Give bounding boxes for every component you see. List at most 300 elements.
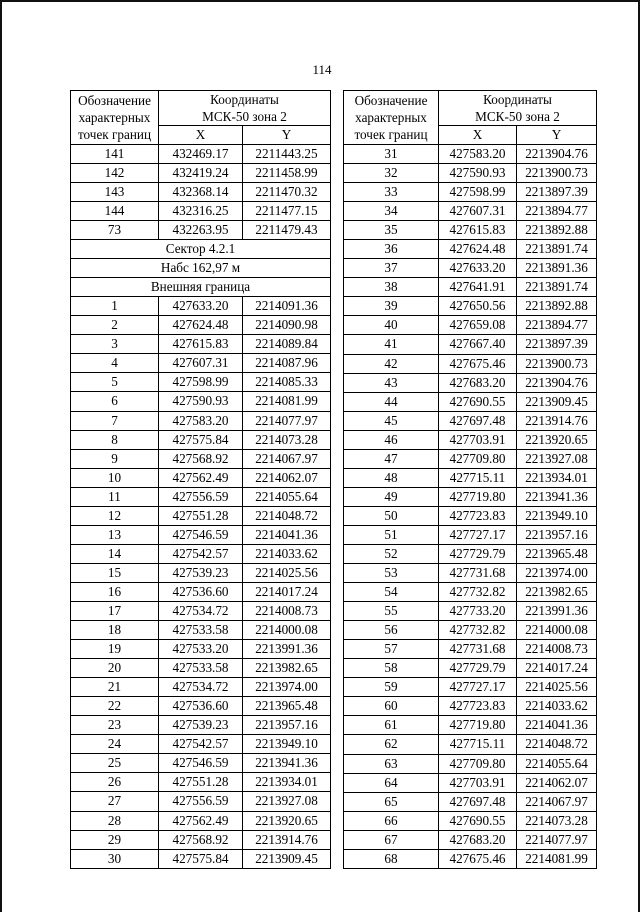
x-coordinate-cell: 427729.79 [439,659,517,678]
y-coordinate-cell: 2214089.84 [243,335,331,354]
y-coordinate-cell: 2214025.56 [517,678,597,697]
y-coordinate-cell: 2213941.36 [243,754,331,773]
x-header: X [439,126,517,145]
y-coordinate-cell: 2214000.08 [243,621,331,640]
point-id-cell: 1 [71,297,159,316]
point-id-cell: 44 [344,392,439,411]
table-row [71,754,331,773]
y-coordinate-cell: 2214033.62 [517,697,597,716]
boundary-title: Внешняя граница [71,278,331,297]
table-row [344,487,597,506]
y-coordinate-cell: 2213914.76 [243,830,331,849]
point-id-cell: 23 [71,716,159,735]
y-coordinate-cell: 2214041.36 [243,525,331,544]
x-coordinate-cell: 432316.25 [159,202,243,221]
point-id-cell: 59 [344,678,439,697]
y-coordinate-cell: 2213909.45 [243,849,331,868]
table-row [344,316,597,335]
y-coordinate-cell: 2214087.96 [243,354,331,373]
x-coordinate-cell: 427542.57 [159,735,243,754]
y-coordinate-cell: 2213949.10 [243,735,331,754]
point-id-cell: 50 [344,506,439,525]
table-row [71,544,331,563]
y-coordinate-cell: 2214008.73 [243,601,331,620]
table-row [71,411,331,430]
y-header: Y [243,126,331,145]
x-coordinate-cell: 427709.80 [439,754,517,773]
x-coordinate-cell: 427731.68 [439,564,517,583]
table-row [71,468,331,487]
sector-title: Сектор 4.2.1 [71,240,331,259]
designation-header: Обозначение характерных точек границ [344,91,439,145]
x-coordinate-cell: 427703.91 [439,773,517,792]
table-row [71,145,331,164]
table-row [344,430,597,449]
table-row [71,373,331,392]
x-coordinate-cell: 427703.91 [439,430,517,449]
table-row [344,449,597,468]
point-id-cell: 29 [71,830,159,849]
point-id-cell: 24 [71,735,159,754]
y-coordinate-cell: 2213982.65 [517,583,597,602]
y-coordinate-cell: 2213891.36 [517,259,597,278]
table-row [344,640,597,659]
x-coordinate-cell: 427729.79 [439,544,517,563]
coordinates-header: Координаты МСК-50 зона 2 [159,91,331,126]
point-id-cell: 41 [344,335,439,354]
point-id-cell: 37 [344,259,439,278]
y-coordinate-cell: 2211477.15 [243,202,331,221]
y-coordinate-cell: 2213974.00 [517,564,597,583]
y-coordinate-cell: 2213965.48 [517,544,597,563]
point-id-cell: 34 [344,202,439,221]
point-id-cell: 43 [344,373,439,392]
table-row [71,697,331,716]
table-row [344,659,597,678]
x-coordinate-cell: 427562.49 [159,468,243,487]
x-coordinate-cell: 427590.93 [159,392,243,411]
table-row [344,525,597,544]
table-row [71,392,331,411]
point-id-cell: 56 [344,621,439,640]
table-row [344,411,597,430]
x-coordinate-cell: 427556.59 [159,487,243,506]
x-coordinate-cell: 427568.92 [159,449,243,468]
table-row [344,754,597,773]
point-id-cell: 51 [344,525,439,544]
point-id-cell: 22 [71,697,159,716]
y-coordinate-cell: 2213892.88 [517,297,597,316]
table-row [71,506,331,525]
point-id-cell: 25 [71,754,159,773]
point-id-cell: 45 [344,411,439,430]
table-row [344,811,597,830]
x-coordinate-cell: 427727.17 [439,525,517,544]
point-id-cell: 15 [71,563,159,582]
point-id-cell: 57 [344,640,439,659]
x-coordinate-cell: 427719.80 [439,487,517,506]
x-coordinate-cell: 427539.23 [159,563,243,582]
x-coordinate-cell: 427534.72 [159,601,243,620]
table-row [71,811,331,830]
y-coordinate-cell: 2213927.08 [517,449,597,468]
x-coordinate-cell: 427650.56 [439,297,517,316]
y-coordinate-cell: 2213927.08 [243,792,331,811]
table-row [71,164,331,183]
x-coordinate-cell: 427534.72 [159,678,243,697]
table-row [71,849,331,868]
table-row [344,392,597,411]
table-row [344,259,597,278]
table-row [344,697,597,716]
point-id-cell: 65 [344,792,439,811]
point-id-cell: 26 [71,773,159,792]
y-coordinate-cell: 2213934.01 [243,773,331,792]
y-coordinate-cell: 2213892.88 [517,221,597,240]
point-id-cell: 21 [71,678,159,697]
header-row [344,91,597,126]
x-coordinate-cell: 432263.95 [159,221,243,240]
point-id-cell: 2 [71,316,159,335]
table-row [344,830,597,849]
y-coordinate-cell: 2214090.98 [243,316,331,335]
table-row [71,582,331,601]
x-coordinate-cell: 427683.20 [439,373,517,392]
y-coordinate-cell: 2213941.36 [517,487,597,506]
y-coordinate-cell: 2214055.64 [243,487,331,506]
point-id-cell: 18 [71,621,159,640]
left-coordinates-table [70,90,331,869]
designation-header: Обозначение характерных точек границ [71,91,159,145]
table-row [71,354,331,373]
x-coordinate-cell: 427607.31 [159,354,243,373]
x-coordinate-cell: 427556.59 [159,792,243,811]
y-coordinate-cell: 2213904.76 [517,145,597,164]
y-coordinate-cell: 2214077.97 [517,830,597,849]
point-id-cell: 31 [344,145,439,164]
x-coordinate-cell: 427690.55 [439,811,517,830]
point-id-cell: 30 [71,849,159,868]
y-coordinate-cell: 2214081.99 [517,849,597,868]
y-coordinate-cell: 2213920.65 [517,430,597,449]
x-coordinate-cell: 432368.14 [159,183,243,202]
table-row [344,240,597,259]
point-id-cell: 60 [344,697,439,716]
y-coordinate-cell: 2211470.32 [243,183,331,202]
y-coordinate-cell: 2214017.24 [517,659,597,678]
table-row [71,335,331,354]
table-row [344,468,597,487]
point-id-cell: 64 [344,773,439,792]
x-coordinate-cell: 427551.28 [159,773,243,792]
section-row [71,278,331,297]
header-row [71,91,331,126]
table-row [344,202,597,221]
x-coordinate-cell: 427546.59 [159,525,243,544]
table-row [71,735,331,754]
y-coordinate-cell: 2213957.16 [243,716,331,735]
point-id-cell: 68 [344,849,439,868]
y-coordinate-cell: 2214067.97 [243,449,331,468]
table-row [344,506,597,525]
point-id-cell: 49 [344,487,439,506]
x-coordinate-cell: 427723.83 [439,697,517,716]
coordinates-header: Координаты МСК-50 зона 2 [439,91,597,126]
y-coordinate-cell: 2214062.07 [517,773,597,792]
y-coordinate-cell: 2213891.74 [517,240,597,259]
point-id-cell: 17 [71,601,159,620]
y-coordinate-cell: 2213920.65 [243,811,331,830]
table-row [344,602,597,621]
table-row [344,297,597,316]
table-row [344,544,597,563]
point-id-cell: 10 [71,468,159,487]
x-coordinate-cell: 427709.80 [439,449,517,468]
right-coordinates-table [343,90,597,869]
point-id-cell: 48 [344,468,439,487]
table-row [71,621,331,640]
y-coordinate-cell: 2214091.36 [243,297,331,316]
y-coordinate-cell: 2213974.00 [243,678,331,697]
x-coordinate-cell: 427633.20 [159,297,243,316]
point-id-cell: 55 [344,602,439,621]
x-coordinate-cell: 427590.93 [439,164,517,183]
table-row [71,830,331,849]
y-header: Y [517,126,597,145]
x-coordinate-cell: 427683.20 [439,830,517,849]
point-id-cell: 47 [344,449,439,468]
x-coordinate-cell: 427675.46 [439,354,517,373]
y-coordinate-cell: 2213891.74 [517,278,597,297]
x-coordinate-cell: 427675.46 [439,849,517,868]
y-coordinate-cell: 2214081.99 [243,392,331,411]
x-coordinate-cell: 427715.11 [439,735,517,754]
point-id-cell: 13 [71,525,159,544]
table-row [71,659,331,678]
point-id-cell: 19 [71,640,159,659]
x-coordinate-cell: 427542.57 [159,544,243,563]
table-row [344,164,597,183]
y-coordinate-cell: 2214017.24 [243,582,331,601]
y-coordinate-cell: 2213991.36 [243,640,331,659]
y-coordinate-cell: 2214000.08 [517,621,597,640]
table-row [344,354,597,373]
x-coordinate-cell: 427539.23 [159,716,243,735]
point-id-cell: 39 [344,297,439,316]
y-coordinate-cell: 2213897.39 [517,335,597,354]
table-row [71,525,331,544]
x-coordinate-cell: 427536.60 [159,582,243,601]
table-row [71,792,331,811]
table-row [71,487,331,506]
point-id-cell: 143 [71,183,159,202]
table-row [71,563,331,582]
table-row [344,735,597,754]
x-coordinate-cell: 427731.68 [439,640,517,659]
y-coordinate-cell: 2214041.36 [517,716,597,735]
y-coordinate-cell: 2214062.07 [243,468,331,487]
table-row [344,621,597,640]
y-coordinate-cell: 2214008.73 [517,640,597,659]
x-coordinate-cell: 427568.92 [159,830,243,849]
x-coordinate-cell: 427533.58 [159,621,243,640]
x-coordinate-cell: 427727.17 [439,678,517,697]
x-coordinate-cell: 427633.20 [439,259,517,278]
y-coordinate-cell: 2214077.97 [243,411,331,430]
table-row [344,221,597,240]
point-id-cell: 36 [344,240,439,259]
point-id-cell: 6 [71,392,159,411]
y-coordinate-cell: 2214048.72 [517,735,597,754]
y-coordinate-cell: 2213904.76 [517,373,597,392]
x-coordinate-cell: 427615.83 [439,221,517,240]
point-id-cell: 3 [71,335,159,354]
x-coordinate-cell: 427533.58 [159,659,243,678]
y-coordinate-cell: 2214048.72 [243,506,331,525]
point-id-cell: 32 [344,164,439,183]
x-coordinate-cell: 432469.17 [159,145,243,164]
section-row [71,240,331,259]
x-coordinate-cell: 427732.82 [439,583,517,602]
y-coordinate-cell: 2213894.77 [517,316,597,335]
table-row [71,202,331,221]
y-coordinate-cell: 2213965.48 [243,697,331,716]
x-coordinate-cell: 427598.99 [159,373,243,392]
table-row [71,640,331,659]
point-id-cell: 63 [344,754,439,773]
table-row [344,564,597,583]
y-coordinate-cell: 2214073.28 [517,811,597,830]
y-coordinate-cell: 2213934.01 [517,468,597,487]
point-id-cell: 33 [344,183,439,202]
table-row [71,221,331,240]
point-id-cell: 53 [344,564,439,583]
x-coordinate-cell: 427659.08 [439,316,517,335]
y-coordinate-cell: 2214033.62 [243,544,331,563]
y-coordinate-cell: 2211458.99 [243,164,331,183]
point-id-cell: 58 [344,659,439,678]
x-header: X [159,126,243,145]
x-coordinate-cell: 427697.48 [439,411,517,430]
point-id-cell: 28 [71,811,159,830]
y-coordinate-cell: 2214073.28 [243,430,331,449]
x-coordinate-cell: 427615.83 [159,335,243,354]
table-row [344,278,597,297]
point-id-cell: 42 [344,354,439,373]
point-id-cell: 5 [71,373,159,392]
x-coordinate-cell: 427575.84 [159,430,243,449]
x-coordinate-cell: 427533.20 [159,640,243,659]
point-id-cell: 20 [71,659,159,678]
x-coordinate-cell: 427536.60 [159,697,243,716]
y-coordinate-cell: 2213957.16 [517,525,597,544]
x-coordinate-cell: 427598.99 [439,183,517,202]
table-row [344,373,597,392]
point-id-cell: 8 [71,430,159,449]
table-row [71,678,331,697]
point-id-cell: 54 [344,583,439,602]
point-id-cell: 14 [71,544,159,563]
table-row [344,145,597,164]
point-id-cell: 61 [344,716,439,735]
x-coordinate-cell: 427715.11 [439,468,517,487]
point-id-cell: 73 [71,221,159,240]
point-id-cell: 9 [71,449,159,468]
x-coordinate-cell: 427583.20 [159,411,243,430]
point-id-cell: 144 [71,202,159,221]
point-id-cell: 4 [71,354,159,373]
table-row [344,183,597,202]
y-coordinate-cell: 2214055.64 [517,754,597,773]
x-coordinate-cell: 427551.28 [159,506,243,525]
point-id-cell: 141 [71,145,159,164]
y-coordinate-cell: 2213982.65 [243,659,331,678]
y-coordinate-cell: 2213894.77 [517,202,597,221]
x-coordinate-cell: 427624.48 [439,240,517,259]
y-coordinate-cell: 2214067.97 [517,792,597,811]
y-coordinate-cell: 2213900.73 [517,354,597,373]
table-row [344,678,597,697]
sector-height: Набс 162,97 м [71,259,331,278]
x-coordinate-cell: 427733.20 [439,602,517,621]
table-row [71,183,331,202]
point-id-cell: 7 [71,411,159,430]
table-row [344,716,597,735]
x-coordinate-cell: 427624.48 [159,316,243,335]
y-coordinate-cell: 2213914.76 [517,411,597,430]
x-coordinate-cell: 427546.59 [159,754,243,773]
table-row [71,297,331,316]
point-id-cell: 38 [344,278,439,297]
point-id-cell: 46 [344,430,439,449]
x-coordinate-cell: 427607.31 [439,202,517,221]
y-coordinate-cell: 2213991.36 [517,602,597,621]
point-id-cell: 11 [71,487,159,506]
y-coordinate-cell: 2213897.39 [517,183,597,202]
y-coordinate-cell: 2211443.25 [243,145,331,164]
y-coordinate-cell: 2211479.43 [243,221,331,240]
x-coordinate-cell: 427667.40 [439,335,517,354]
x-coordinate-cell: 427697.48 [439,792,517,811]
point-id-cell: 40 [344,316,439,335]
table-row [71,716,331,735]
x-coordinate-cell: 427732.82 [439,621,517,640]
point-id-cell: 66 [344,811,439,830]
table-row [71,316,331,335]
table-row [71,601,331,620]
table-row [71,773,331,792]
point-id-cell: 62 [344,735,439,754]
table-row [71,449,331,468]
point-id-cell: 27 [71,792,159,811]
y-coordinate-cell: 2213949.10 [517,506,597,525]
y-coordinate-cell: 2213909.45 [517,392,597,411]
point-id-cell: 35 [344,221,439,240]
point-id-cell: 52 [344,544,439,563]
x-coordinate-cell: 427641.91 [439,278,517,297]
x-coordinate-cell: 427690.55 [439,392,517,411]
table-row [344,773,597,792]
table-row [344,792,597,811]
x-coordinate-cell: 427583.20 [439,145,517,164]
point-id-cell: 12 [71,506,159,525]
y-coordinate-cell: 2214085.33 [243,373,331,392]
y-coordinate-cell: 2213900.73 [517,164,597,183]
x-coordinate-cell: 432419.24 [159,164,243,183]
x-coordinate-cell: 427562.49 [159,811,243,830]
y-coordinate-cell: 2214025.56 [243,563,331,582]
x-coordinate-cell: 427719.80 [439,716,517,735]
